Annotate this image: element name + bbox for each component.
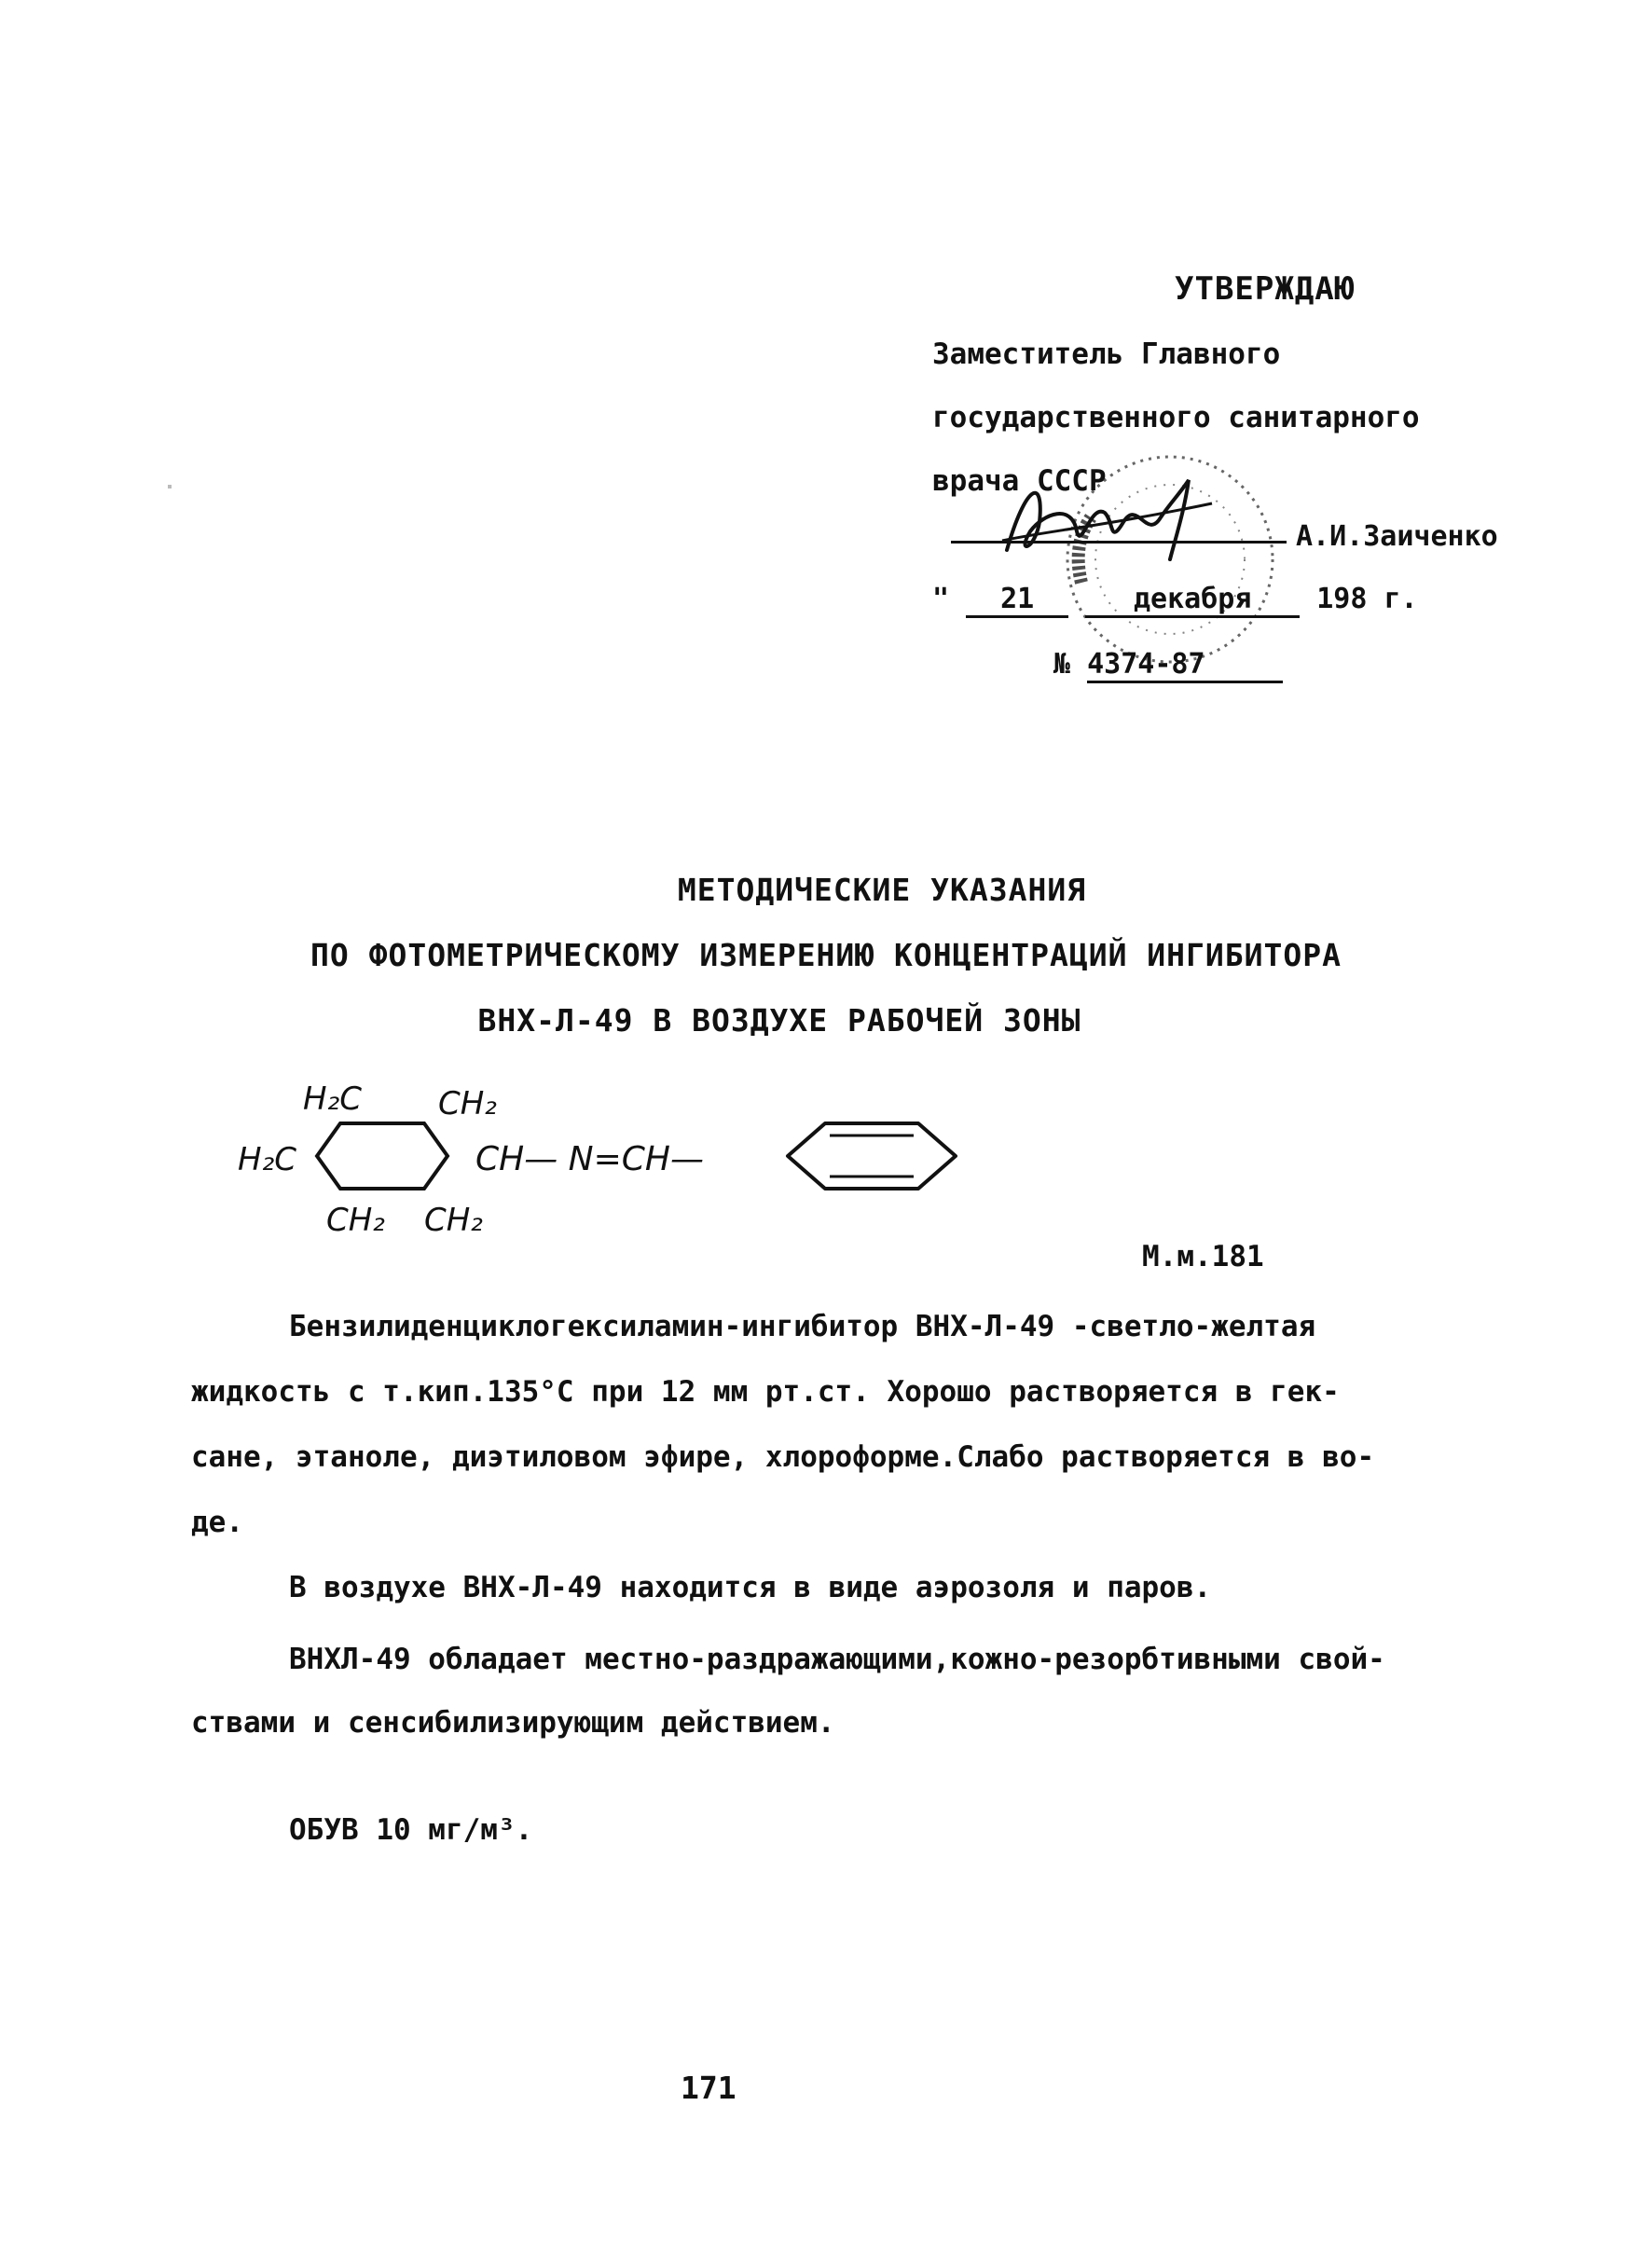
label-ch2-bottom-left: CH₂ bbox=[326, 1202, 385, 1239]
signer-name: А.И.Заиченко bbox=[1296, 520, 1498, 553]
date-month: декабря bbox=[1085, 583, 1300, 618]
label-chain: CH— N=CH— bbox=[475, 1140, 704, 1178]
page-number: 171 bbox=[681, 2070, 737, 2106]
approval-position-line1: Заместитель Главного bbox=[932, 337, 1281, 371]
approval-heading: УТВЕРЖДАЮ bbox=[1175, 270, 1356, 308]
approval-position-line2: государственного санитарного bbox=[932, 401, 1420, 434]
benzene-ring bbox=[788, 1123, 956, 1189]
date-quote: " bbox=[932, 583, 950, 615]
structural-formula bbox=[228, 1081, 993, 1249]
date-year: 198 bbox=[1316, 583, 1368, 615]
handwritten-signature bbox=[988, 466, 1231, 569]
paragraph2: В воздухе ВНХ-Л-49 находится в виде аэрозоля и паров. bbox=[289, 1571, 1212, 1604]
paragraph3-line1: ВНХЛ-49 обладает местно-раздражающими,кожно-резорбтивными свой- bbox=[289, 1643, 1385, 1676]
cyclohexane-ring bbox=[317, 1123, 447, 1189]
label-ch2-top: CH₂ bbox=[438, 1085, 497, 1122]
date-suffix: г. bbox=[1384, 583, 1418, 615]
label-h2c-top: H₂C bbox=[303, 1081, 362, 1118]
approval-number bbox=[1053, 648, 1283, 683]
signature-line bbox=[951, 541, 1287, 544]
label-h2c-left: H₂C bbox=[238, 1141, 296, 1178]
molecular-mass: М.м.181 bbox=[1142, 1240, 1264, 1273]
paragraph4-limit: ОБУВ 10 мг/м³. bbox=[289, 1813, 533, 1847]
date-day: 21 bbox=[966, 583, 1068, 618]
document-title-line1: МЕТОДИЧЕСКИЕ УКАЗАНИЯ bbox=[677, 872, 1087, 908]
document-title-line2: ПО ФОТОМЕТРИЧЕСКОМУ ИЗМЕРЕНИЮ КОНЦЕНТРАЦИЙ ИНГИБИТОРА bbox=[310, 937, 1342, 973]
paragraph1-line4: де. bbox=[191, 1506, 243, 1539]
number-value: 4374-87 bbox=[1087, 648, 1283, 683]
paragraph1-line1: Бензилиденциклогексиламин-ингибитор ВНХ-Л-49 -светло-желтая bbox=[289, 1310, 1316, 1343]
number-prefix: № bbox=[1053, 648, 1071, 681]
scan-speck bbox=[168, 485, 172, 489]
document-title-line3: ВНХ-Л-49 В ВОЗДУХЕ РАБОЧЕЙ ЗОНЫ bbox=[477, 1002, 1081, 1039]
approval-date bbox=[932, 583, 1418, 618]
paragraph1-line3: сане, этаноле, диэтиловом эфире, хлороформе.Слабо растворяется в во- bbox=[191, 1440, 1375, 1474]
paragraph1-line2: жидкость с т.кип.135°С при 12 мм рт.ст. Хорошо растворяется в гек- bbox=[191, 1375, 1340, 1409]
paragraph3-line2: ствами и сенсибилизирующим действием. bbox=[191, 1706, 835, 1740]
approval-position-line3: врача СССР bbox=[932, 464, 1107, 498]
label-ch2-bottom-right: CH₂ bbox=[424, 1202, 483, 1239]
